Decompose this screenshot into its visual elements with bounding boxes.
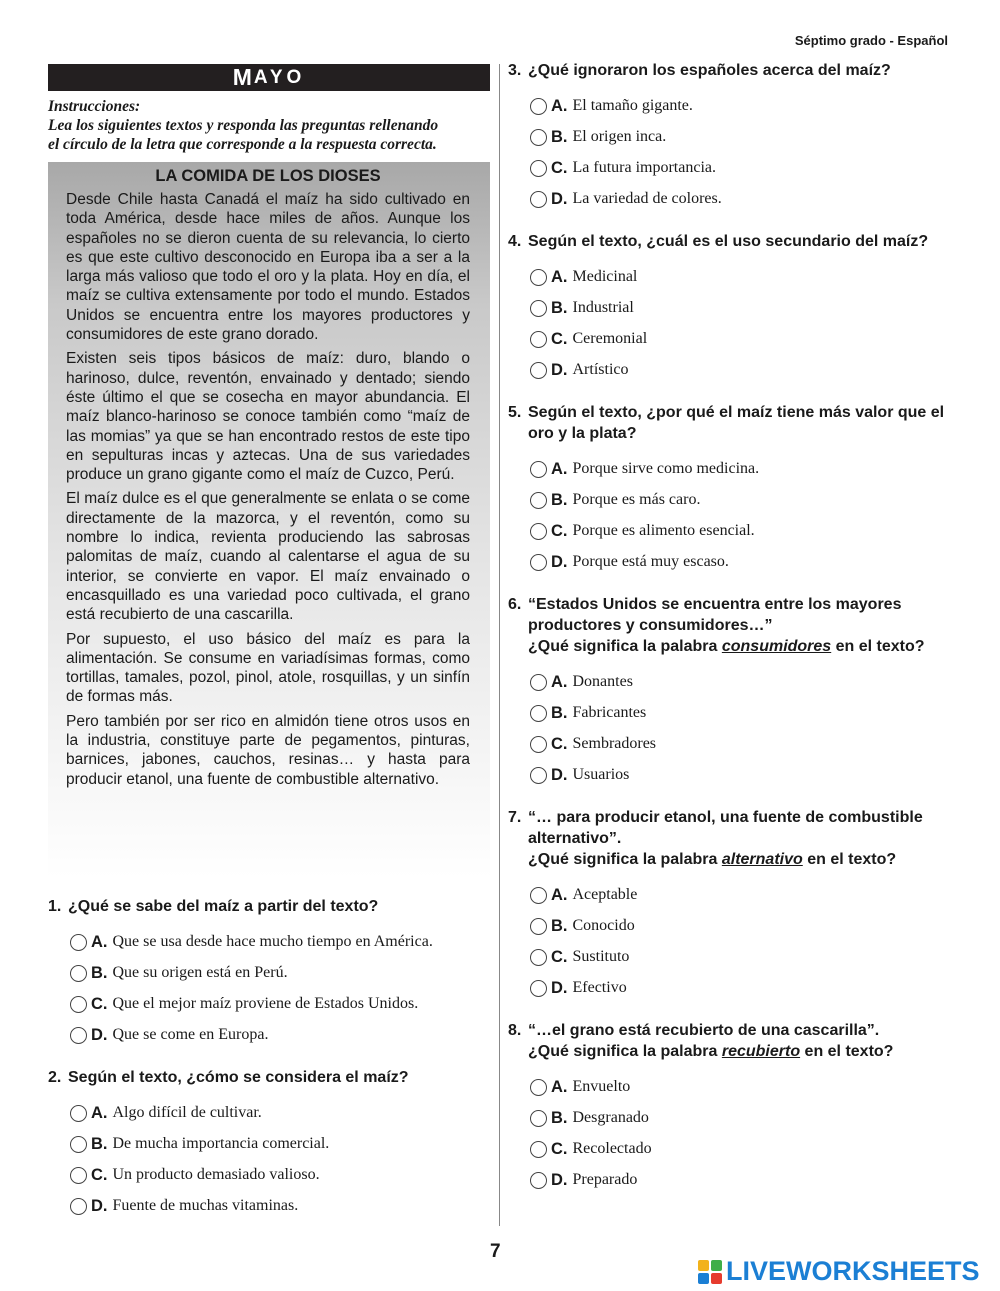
option-text: Desgranado bbox=[572, 1109, 649, 1126]
question-stem bbox=[508, 402, 958, 444]
option-letter: C. bbox=[91, 1165, 108, 1184]
question-number: 1. bbox=[48, 898, 62, 915]
question-text: Según el texto, ¿por qué el maíz tiene más valor que el oro y la plata? bbox=[528, 404, 945, 442]
option-text: Artístico bbox=[572, 361, 629, 378]
question-number: 7. bbox=[508, 809, 522, 826]
question-number: 3. bbox=[508, 62, 522, 79]
options bbox=[530, 1075, 958, 1192]
answer-bubble[interactable] bbox=[530, 918, 547, 935]
option-letter: B. bbox=[91, 963, 108, 982]
option-text: Ceremonial bbox=[572, 330, 648, 347]
answer-bubble[interactable] bbox=[70, 1027, 87, 1044]
option-text: Fabricantes bbox=[572, 704, 647, 721]
option-letter: A. bbox=[551, 459, 568, 478]
question-7 bbox=[508, 807, 958, 1000]
column-divider bbox=[499, 64, 500, 1226]
target-word: alternativo bbox=[721, 851, 803, 868]
answer-bubble[interactable] bbox=[70, 1167, 87, 1184]
option-letter: C. bbox=[551, 521, 568, 540]
option-text: Usuarios bbox=[572, 766, 630, 783]
options bbox=[70, 930, 490, 1047]
question-3 bbox=[508, 60, 958, 211]
option-c[interactable] bbox=[70, 992, 490, 1016]
option-c[interactable] bbox=[530, 327, 958, 351]
reading-paragraph: Existen seis tipos básicos de maíz: duro, blando o harinoso, dulce, reventón, envainado y dentado; siendo éste último el que se cosecha en mayor abundancia. El maíz blanco-harinoso se conoce también como “maíz de las momias” ya que se han encontrado restos de este tipo en sepulturas incas y aztecas. Una de sus variedades produce un grano gigante como el maíz de Cuzco, Perú. bbox=[66, 350, 470, 484]
logo-cube bbox=[711, 1260, 722, 1271]
option-letter: A. bbox=[551, 672, 568, 691]
question-prompt: ¿Qué significa la palabra bbox=[528, 1043, 722, 1060]
answer-bubble[interactable] bbox=[70, 965, 87, 982]
answer-bubble[interactable] bbox=[530, 362, 547, 379]
answer-bubble[interactable] bbox=[70, 996, 87, 1013]
question-text: Según el texto, ¿cómo se considera el maíz? bbox=[68, 1069, 409, 1086]
option-letter: C. bbox=[551, 947, 568, 966]
options bbox=[530, 265, 958, 382]
question-number: 2. bbox=[48, 1069, 62, 1086]
option-c[interactable] bbox=[70, 1163, 490, 1187]
answer-bubble[interactable] bbox=[530, 736, 547, 753]
question-number: 6. bbox=[508, 596, 522, 613]
option-d[interactable] bbox=[530, 976, 958, 1000]
answer-bubble[interactable] bbox=[530, 674, 547, 691]
option-text: Conocido bbox=[572, 917, 635, 934]
target-word: recubierto bbox=[721, 1043, 801, 1060]
question-text: ¿Qué ignoraron los españoles acerca del maíz? bbox=[528, 62, 891, 79]
answer-bubble[interactable] bbox=[530, 331, 547, 348]
option-text: Porque está muy escaso. bbox=[572, 553, 729, 570]
options bbox=[530, 94, 958, 211]
option-b[interactable] bbox=[530, 914, 958, 938]
answer-bubble[interactable] bbox=[530, 1172, 547, 1189]
target-word: consumidores bbox=[721, 638, 832, 655]
option-letter: B. bbox=[551, 916, 568, 935]
option-letter: C. bbox=[551, 329, 568, 348]
option-d[interactable] bbox=[530, 358, 958, 382]
option-text: De mucha importancia comercial. bbox=[112, 1135, 330, 1152]
logo-cubes-icon bbox=[698, 1260, 722, 1284]
question-stem bbox=[508, 594, 958, 657]
option-a[interactable] bbox=[530, 883, 958, 907]
answer-bubble[interactable] bbox=[70, 1136, 87, 1153]
option-letter: A. bbox=[551, 885, 568, 904]
question-text: ¿Qué se sabe del maíz a partir del texto? bbox=[68, 898, 379, 915]
question-prompt: ¿Qué significa la palabra bbox=[528, 638, 722, 655]
option-c[interactable] bbox=[530, 732, 958, 756]
option-text: Porque es alimento esencial. bbox=[572, 522, 755, 539]
question-1 bbox=[48, 896, 490, 1047]
options bbox=[530, 883, 958, 1000]
option-text: Envuelto bbox=[572, 1078, 631, 1095]
question-number: 5. bbox=[508, 404, 522, 421]
answer-bubble[interactable] bbox=[530, 887, 547, 904]
option-letter: B. bbox=[551, 127, 568, 146]
option-text: Donantes bbox=[572, 673, 633, 690]
option-text: Sustituto bbox=[572, 948, 630, 965]
option-a[interactable] bbox=[530, 1075, 958, 1099]
option-a[interactable] bbox=[70, 1101, 490, 1125]
option-a[interactable] bbox=[530, 94, 958, 118]
answer-bubble[interactable] bbox=[530, 767, 547, 784]
option-c[interactable] bbox=[530, 519, 958, 543]
answer-bubble[interactable] bbox=[530, 492, 547, 509]
option-b[interactable] bbox=[70, 1132, 490, 1156]
option-letter: A. bbox=[551, 1077, 568, 1096]
answer-bubble[interactable] bbox=[530, 705, 547, 722]
answer-bubble[interactable] bbox=[70, 934, 87, 951]
option-b[interactable] bbox=[530, 1106, 958, 1130]
reading-title: LA COMIDA DE LOS DIOSES bbox=[155, 167, 381, 185]
option-d[interactable] bbox=[530, 187, 958, 211]
question-number: 8. bbox=[508, 1022, 522, 1039]
option-text: Aceptable bbox=[572, 886, 638, 903]
question-prompt-end: en el texto? bbox=[802, 851, 897, 868]
options bbox=[530, 670, 958, 787]
left-column bbox=[48, 64, 490, 878]
option-text: El origen inca. bbox=[572, 128, 667, 145]
option-text: Un producto demasiado valioso. bbox=[112, 1166, 320, 1183]
options bbox=[70, 1101, 490, 1218]
answer-bubble[interactable] bbox=[530, 160, 547, 177]
option-b[interactable] bbox=[530, 125, 958, 149]
option-text: La variedad de colores. bbox=[572, 190, 722, 207]
question-text bbox=[528, 807, 958, 870]
answer-bubble[interactable] bbox=[70, 1198, 87, 1215]
option-text: Porque es más caro. bbox=[572, 491, 701, 508]
question-quote: “… para producir etanol, una fuente de combustible alternativo”. bbox=[528, 809, 923, 847]
option-letter: D. bbox=[551, 765, 568, 784]
option-text: Que su origen está en Perú. bbox=[112, 964, 288, 981]
logo-text: LIVEWORKSHEETS bbox=[726, 1256, 980, 1286]
option-a[interactable] bbox=[530, 457, 958, 481]
option-text: Industrial bbox=[572, 299, 634, 316]
option-letter: D. bbox=[551, 360, 568, 379]
option-c[interactable] bbox=[530, 156, 958, 180]
month-banner bbox=[48, 64, 490, 91]
question-prompt: ¿Qué significa la palabra bbox=[528, 851, 722, 868]
question-stem bbox=[508, 807, 958, 870]
option-letter: D. bbox=[551, 1170, 568, 1189]
option-text: Preparado bbox=[572, 1171, 638, 1188]
question-quote: “…el grano está recubierto de una cascarilla”. bbox=[528, 1022, 880, 1039]
option-letter: B. bbox=[91, 1134, 108, 1153]
option-a[interactable] bbox=[530, 265, 958, 289]
option-d[interactable] bbox=[530, 1168, 958, 1192]
option-text: Fuente de muchas vitaminas. bbox=[112, 1197, 299, 1214]
option-letter: B. bbox=[551, 490, 568, 509]
answer-bubble[interactable] bbox=[530, 949, 547, 966]
option-letter: A. bbox=[551, 267, 568, 286]
answer-bubble[interactable] bbox=[530, 554, 547, 571]
month-rest: AYO bbox=[253, 66, 306, 88]
question-6 bbox=[508, 594, 958, 787]
option-text: Porque sirve como medicina. bbox=[572, 460, 760, 477]
question-text: Según el texto, ¿cuál es el uso secundario del maíz? bbox=[528, 233, 929, 250]
option-c[interactable] bbox=[530, 1137, 958, 1161]
answer-bubble[interactable] bbox=[530, 523, 547, 540]
instructions-line-2: el círculo de la letra que corresponde a la respuesta correcta. bbox=[48, 136, 437, 153]
option-a[interactable] bbox=[530, 670, 958, 694]
question-text bbox=[528, 594, 958, 657]
reading-passage bbox=[48, 162, 490, 878]
question-stem bbox=[508, 231, 958, 252]
option-letter: D. bbox=[551, 978, 568, 997]
option-b[interactable] bbox=[530, 701, 958, 725]
option-letter: B. bbox=[551, 1108, 568, 1127]
option-text: Que el mejor maíz proviene de Estados Unidos. bbox=[112, 995, 419, 1012]
option-c[interactable] bbox=[530, 945, 958, 969]
answer-bubble[interactable] bbox=[530, 191, 547, 208]
reading-paragraph: El maíz dulce es el que generalmente se enlata o se come directamente de la mazorca, y el reventón, como su nombre lo indica, revienta produciendo las sabrosas palomitas de maíz, cuando al calentarse el agua de su interior, se convierte en vapor. El maíz envainado o encasquillado es una variedad poco cultivada, el grano está recubierto de una cascarilla. bbox=[66, 490, 470, 624]
option-letter: C. bbox=[551, 734, 568, 753]
question-8 bbox=[508, 1020, 958, 1192]
answer-bubble[interactable] bbox=[530, 980, 547, 997]
instructions-label: Instrucciones: bbox=[48, 98, 141, 115]
option-b[interactable] bbox=[530, 488, 958, 512]
answer-bubble[interactable] bbox=[530, 269, 547, 286]
answer-bubble[interactable] bbox=[530, 300, 547, 317]
question-5 bbox=[508, 402, 958, 574]
logo-cube bbox=[711, 1273, 722, 1284]
option-text: El tamaño gigante. bbox=[572, 97, 693, 114]
answer-bubble[interactable] bbox=[70, 1105, 87, 1122]
left-questions bbox=[48, 896, 490, 1238]
option-d[interactable] bbox=[530, 550, 958, 574]
answer-bubble[interactable] bbox=[530, 1141, 547, 1158]
option-letter: C. bbox=[551, 1139, 568, 1158]
question-2 bbox=[48, 1067, 490, 1218]
option-text: Recolectado bbox=[572, 1140, 652, 1157]
reading-paragraph: Desde Chile hasta Canadá el maíz ha sido cultivado en toda América, desde hace miles de años. Aunque los españoles no se dieron cuenta de su relevancia, lo cierto es que este cultivo desconocido en Europa iba a ser a la larga más valioso que todo el oro y la plata. Hoy en día, el maíz se cultiva extensamente por todo el mundo. Estados Unidos se encuentra entre los mayores productores y consumidores de este grano dorado. bbox=[66, 191, 470, 344]
option-letter: A. bbox=[91, 932, 108, 951]
logo-cube bbox=[698, 1273, 709, 1284]
option-letter: A. bbox=[551, 96, 568, 115]
right-column bbox=[508, 60, 958, 1212]
page-number: 7 bbox=[490, 1241, 501, 1262]
option-d[interactable] bbox=[70, 1194, 490, 1218]
option-text: Algo difícil de cultivar. bbox=[112, 1104, 262, 1121]
option-letter: B. bbox=[551, 298, 568, 317]
question-quote: “Estados Unidos se encuentra entre los mayores productores y consumidores…” bbox=[528, 596, 902, 634]
question-stem bbox=[48, 1067, 490, 1088]
logo-cube bbox=[698, 1260, 709, 1271]
answer-bubble[interactable] bbox=[530, 1079, 547, 1096]
reading-paragraph: Pero también por ser rico en almidón tiene otros usos en la industria, constituye parte de pegamentos, pinturas, barnices, jabones, cauchos, resinas… y hasta para producir etanol, una fuente de combustible alternativo. bbox=[66, 712, 470, 788]
option-letter: C. bbox=[91, 994, 108, 1013]
month-initial: M bbox=[232, 64, 254, 90]
option-b[interactable] bbox=[70, 961, 490, 985]
option-letter: C. bbox=[551, 158, 568, 177]
answer-bubble[interactable] bbox=[530, 461, 547, 478]
option-text: Sembradores bbox=[572, 735, 657, 752]
question-4 bbox=[508, 231, 958, 382]
option-text: La futura importancia. bbox=[572, 159, 716, 176]
option-b[interactable] bbox=[530, 296, 958, 320]
question-stem bbox=[508, 60, 958, 81]
answer-bubble[interactable] bbox=[530, 1110, 547, 1127]
question-stem bbox=[48, 896, 490, 917]
question-number: 4. bbox=[508, 233, 522, 250]
question-stem bbox=[508, 1020, 958, 1062]
option-d[interactable] bbox=[530, 763, 958, 787]
option-letter: D. bbox=[91, 1025, 108, 1044]
options bbox=[530, 457, 958, 574]
grade-label: Séptimo grado - Español bbox=[794, 33, 948, 48]
option-letter: D. bbox=[91, 1196, 108, 1215]
reading-paragraph: Por supuesto, el uso básico del maíz es para la alimentación. Se consume en variadísimas formas, como tortillas, tamales, pozol, pinol, atole, rosquillas, y un sinfín de formas más. bbox=[66, 630, 470, 706]
answer-bubble[interactable] bbox=[530, 129, 547, 146]
instructions bbox=[48, 97, 490, 154]
instructions-line-1: Lea los siguientes textos y responda las preguntas rellenando bbox=[48, 117, 439, 134]
option-text: Medicinal bbox=[572, 268, 638, 285]
option-d[interactable] bbox=[70, 1023, 490, 1047]
option-letter: A. bbox=[91, 1103, 108, 1122]
option-letter: B. bbox=[551, 703, 568, 722]
option-text: Que se usa desde hace mucho tiempo en América. bbox=[112, 933, 433, 950]
answer-bubble[interactable] bbox=[530, 98, 547, 115]
option-letter: D. bbox=[551, 189, 568, 208]
option-text: Que se come en Europa. bbox=[112, 1026, 269, 1043]
question-text bbox=[528, 1020, 893, 1062]
liveworksheets-logo bbox=[698, 1256, 980, 1287]
option-letter: D. bbox=[551, 552, 568, 571]
option-text: Efectivo bbox=[572, 979, 627, 996]
question-prompt-end: en el texto? bbox=[800, 1043, 894, 1060]
option-a[interactable] bbox=[70, 930, 490, 954]
question-prompt-end: en el texto? bbox=[831, 638, 925, 655]
